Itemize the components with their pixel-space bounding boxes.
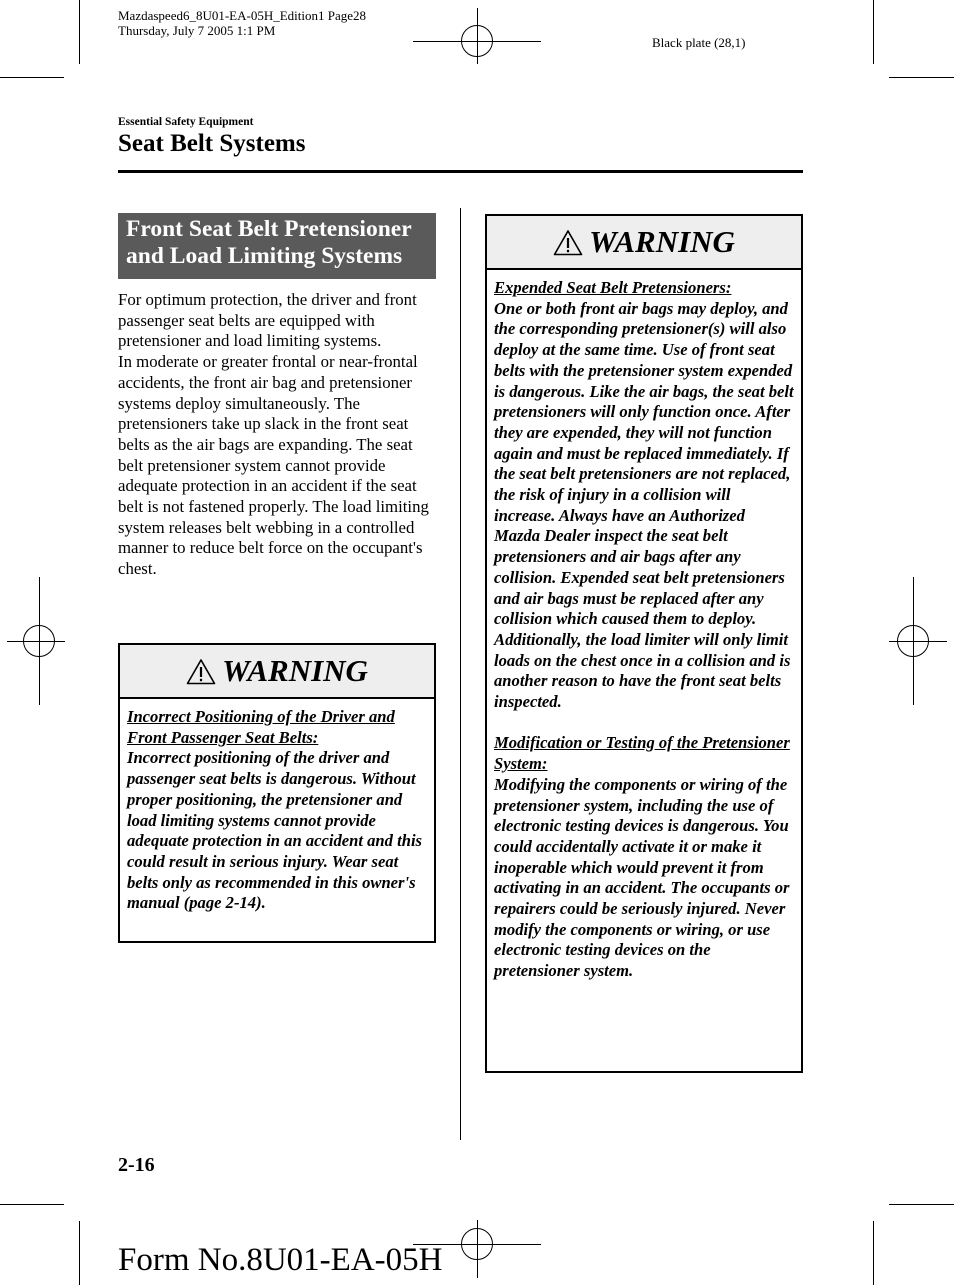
form-number: Form No.8U01-EA-05H: [118, 1242, 443, 1278]
print-info-line1: Mazdaspeed6_8U01-EA-05H_Edition1 Page28: [118, 8, 367, 23]
warning-subheading-2: Modification or Testing of the Pretensioner System:: [494, 733, 790, 774]
plate-label: Black plate (28,1): [652, 35, 746, 50]
warning-subheading: Incorrect Positioning of the Driver and Front Passenger Seat Belts:: [127, 707, 395, 747]
warning-text: Incorrect positioning of the driver and passenger seat belts is dangerous. Without proper positioning, the pretensioner and load limiting systems cannot provide adequate protection in an accident and this could result in serious injury. Wear seat belts only as recommended in this owner's manual (page 2-14).: [127, 748, 423, 913]
warning-box-right: [485, 214, 803, 1073]
section-heading-line2: and Load Limiting Systems: [126, 243, 403, 269]
warning-body: [487, 270, 801, 990]
print-info: [118, 8, 366, 38]
warning-triangle-icon: [186, 658, 216, 685]
intro-paragraph-2: In moderate or greater frontal or near-frontal accidents, the front air bag and pretensioner systems deploy simultaneously. The pretensioners take up slack in the front seat belts as the air bags are expanding. The seat belt pretensioner system cannot provide adequate protection in an accident if the seat belt is not fastened properly. The load limiting system releases belt webbing in a controlled manner to reduce belt force on the occupant's chest.: [118, 352, 429, 579]
warning-triangle-icon: [553, 229, 583, 256]
warning-text-1: One or both front air bags may deploy, and the corresponding pretensioner(s) will also deploy at the same time. Use of front seat belts with the pretensioner system expended is dangerous. Like the air bags, the seat belt pretensioners will only function once. After they are expended, they will not function again and must be replaced immediately. If the seat belt pretensioners are not replaced, the risk of injury in a collision will increase. Always have an Authorized Mazda Dealer inspect the seat belt pretensioners and air bags after any collision. Expended seat belt pretensioners and air bags must be replaced after any collision which caused them to deploy. Additionally, the load limiter will only limit loads on the chest once in a collision and is another reason to have the front seat belts inspected.: [494, 298, 794, 712]
header-rule: [118, 170, 803, 173]
print-info-line2: Thursday, July 7 2005 1:1 PM: [118, 23, 276, 38]
intro-paragraph-1: For optimum protection, the driver and front passenger seat belts are equipped with pretensioner and load limiting systems.: [118, 290, 417, 351]
warning-box-left: [118, 643, 436, 943]
intro-text: [118, 290, 436, 580]
warning-text-2: Modifying the components or wiring of the pretensioner system, including the use of electronic testing devices is dangerous. You could accidentally activate it or make it inoperable which would prevent it from activating in an accident. The occupants or repairers could be seriously injured. Never modify the components or wiring, or use electronic testing devices on the pretensioner system.: [494, 774, 790, 981]
paragraph-gap: [494, 713, 795, 734]
warning-subheading-1: Expended Seat Belt Pretensioners:: [494, 278, 732, 297]
column-divider: [460, 208, 461, 1140]
section-label: Essential Safety Equipment: [118, 116, 254, 128]
warning-title: WARNING: [589, 224, 735, 259]
page-title: Seat Belt Systems: [118, 130, 306, 157]
section-heading-line1: Front Seat Belt Pretensioner: [126, 216, 412, 242]
warning-header: [487, 216, 801, 270]
warning-header: [120, 645, 434, 699]
section-heading: [118, 213, 436, 279]
warning-title: WARNING: [222, 653, 368, 688]
page-number: 2-16: [118, 1154, 155, 1176]
warning-body: [120, 699, 434, 922]
